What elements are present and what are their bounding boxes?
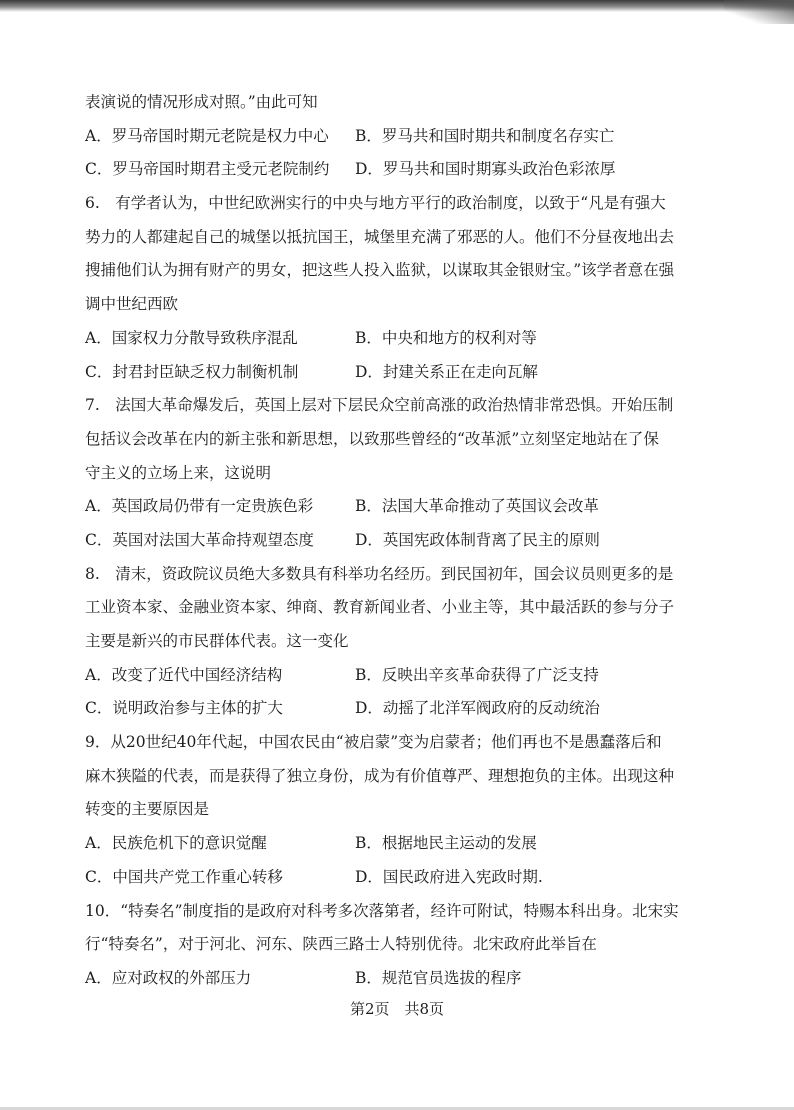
scan-corner-shadow	[724, 0, 794, 24]
q7-l2-line: 包括议会改革在内的新主张和新思想，以致那些曾经的“改革派”立刻坚定地站在了保	[85, 429, 659, 448]
q9-opts-2-option-right: D．国民政府进入宪政时期.	[355, 867, 543, 886]
q6-l4-line: 调中世纪西欧	[85, 295, 179, 314]
q8-opts-2-option-right: D．动摇了北洋军阀政府的反动统治	[355, 699, 600, 718]
q6-opts-2-option-left: C．封君封臣缺乏权力制衡机制	[85, 362, 299, 381]
q7-opts-2-row	[85, 524, 745, 558]
q8-l1-line: 8. 清末，资政院议员绝大多数具有科举功名经历。到民国初年，国会议员则更多的是	[85, 564, 674, 583]
q5-opts-2-option-left: C．罗马帝国时期君主受元老院制约	[85, 160, 330, 179]
q6-opts-2-row	[85, 356, 745, 390]
q8-opts-1-option-right: B．反映出辛亥革命获得了广泛支持	[355, 665, 599, 684]
q5-opts-1-option-right: B．罗马共和国时期共和制度名存实亡	[355, 126, 615, 145]
q9-l3-line: 转变的主要原因是	[85, 800, 210, 819]
q9-l1-line: 9．从20世纪40年代起，中国农民由“被启蒙”变为启蒙者；他们再也不是愚蠢落后和	[85, 733, 662, 752]
q6-opts-1-row	[85, 322, 745, 356]
q10-opts-1-option-left: A．应对政权的外部压力	[85, 968, 252, 987]
exam-page-content	[85, 86, 745, 996]
q8-opts-2-option-left: C．说明政治参与主体的扩大	[85, 699, 283, 718]
q9-l2-line: 麻木狭隘的代表，而是获得了独立身份，成为有价值尊严、理想抱负的主体。出现这种	[85, 766, 675, 785]
q8-opts-1-row	[85, 659, 745, 693]
q6-opts-2-option-right: D．封建关系正在走向瓦解	[355, 362, 538, 381]
q6-l3-line: 搜捕他们认为拥有财产的男女，把这些人投入监狱，以谋取其金银财宝。”该学者意在强	[85, 261, 675, 280]
q7-l1-line: 7. 法国大革命爆发后，英国上层对下层民众空前高涨的政治热情非常恐惧。开始压制	[85, 396, 674, 415]
q10-opts-1-row	[85, 962, 745, 996]
q10-l1-line: 10．“特奏名”制度指的是政府对科考多次落第者，经许可附试，特赐本科出身。北宋实	[85, 901, 679, 920]
q5-tail-line: 表演说的情况形成对照。”由此可知	[85, 93, 318, 111]
q5-opts-2-option-right: D．罗马共和国时期寡头政治色彩浓厚	[355, 160, 616, 179]
q7-opts-2-option-left: C．英国对法国大革命持观望态度	[85, 530, 314, 549]
q5-opts-1-option-left: A．罗马帝国时期元老院是权力中心	[85, 126, 329, 145]
q8-l2-line: 工业资本家、金融业资本家、绅商、教育新闻业者、小业主等，其中最活跃的参与分子	[85, 598, 675, 617]
q5-opts-2-row	[85, 153, 745, 187]
q9-opts-1-option-right: B．根据地民主运动的发展	[355, 834, 537, 853]
q7-opts-1-option-left: A．英国政局仍带有一定贵族色彩	[85, 497, 314, 516]
scan-edge-top	[0, 0, 794, 12]
q8-opts-2-row	[85, 692, 745, 726]
q7-opts-1-option-right: B．法国大革命推动了英国议会改革	[355, 497, 599, 516]
q7-opts-1-row	[85, 490, 745, 524]
q7-l3-line: 守主义的立场上来，这说明	[85, 463, 272, 482]
q9-opts-1-row	[85, 827, 745, 861]
q8-opts-1-option-left: A．改变了近代中国经济结构	[85, 665, 283, 684]
q6-opts-1-option-right: B．中央和地方的权利对等	[355, 328, 537, 347]
q10-opts-1-option-right: B．规范官员选拔的程序	[355, 968, 522, 987]
q7-opts-2-option-right: D．英国宪政体制背离了民主的原则	[355, 530, 600, 549]
q9-opts-2-row	[85, 861, 745, 895]
q8-l3-line: 主要是新兴的市民群体代表。这一变化	[85, 632, 349, 650]
q6-l2-line: 势力的人都建起自己的城堡以抵抗国王，城堡里充满了邪恶的人。他们不分昼夜地出去	[85, 227, 675, 246]
q5-opts-1-row	[85, 120, 745, 154]
q6-opts-1-option-left: A．国家权力分散导致秩序混乱	[85, 328, 298, 347]
page-number: 第2页 共8页	[349, 1000, 445, 1018]
q9-opts-1-option-left: A．民族危机下的意识觉醒	[85, 834, 267, 853]
q9-opts-2-option-left: C．中国共产党工作重心转移	[85, 867, 283, 886]
q6-l1-line: 6. 有学者认为，中世纪欧洲实行的中央与地方平行的政治制度，以致于“凡是有强大	[85, 194, 666, 213]
q10-l2-line: 行“特奏名”，对于河北、河东、陕西三路士人特别优待。北宋政府此举旨在	[85, 935, 597, 954]
